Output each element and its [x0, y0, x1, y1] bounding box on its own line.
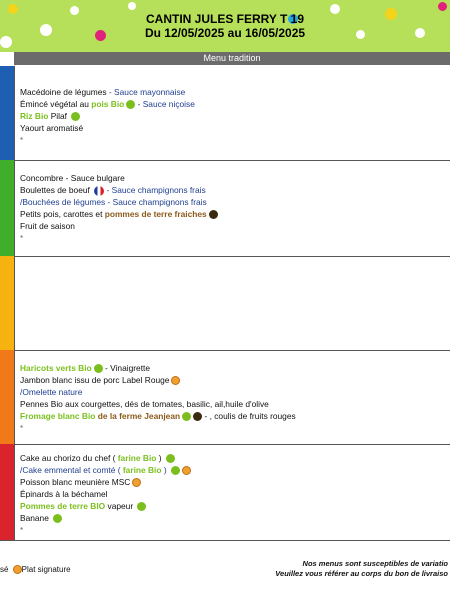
menu-item — [20, 232, 218, 245]
menu-item — [20, 172, 218, 184]
date-range: Du 12/05/2025 au 16/05/2025 — [144, 26, 306, 40]
menu-item — [20, 208, 218, 220]
menu-item — [20, 184, 218, 196]
menu-item-text: farine Bio — [122, 465, 162, 475]
day-block — [0, 160, 450, 257]
menu-item-text: ) — [161, 465, 169, 475]
bio-icon — [53, 514, 62, 523]
day-block — [0, 256, 450, 351]
menu-item-text: /Omelette nature — [20, 387, 83, 397]
legend — [0, 565, 71, 574]
menu-item-text: Haricots verts Bio — [20, 363, 92, 373]
day-color-stripe — [0, 256, 14, 350]
menu-item-text: * — [20, 424, 24, 433]
day-color-stripe — [0, 66, 14, 160]
day-color-stripe — [0, 160, 14, 256]
menu-items — [20, 172, 218, 245]
menu-item — [20, 512, 191, 524]
menu-item-text: /Cake emmental et comté ( — [20, 465, 123, 475]
legend-prefix: sé — [0, 565, 11, 574]
bio-icon — [126, 100, 135, 109]
menu-item — [20, 524, 191, 537]
bio-icon — [94, 364, 103, 373]
legend-signature-label: Plat signature — [21, 565, 71, 574]
menu-item — [20, 488, 191, 500]
menu-item — [20, 464, 191, 476]
menu-items — [20, 86, 195, 147]
menu-items — [20, 452, 191, 537]
menu-item-text: Pilaf — [48, 111, 70, 121]
header-banner — [0, 0, 450, 52]
day-box — [14, 256, 450, 350]
menu-item-text: Macédoine de légumes — [20, 87, 107, 97]
day-block — [0, 350, 450, 445]
menu-item-text: Yaourt aromatisé — [20, 123, 84, 133]
menu-item-text: Émincé végétal au — [20, 99, 92, 109]
page-title: CANTIN JULES FERRY T 19 — [145, 12, 305, 26]
french-flag-icon — [94, 186, 104, 196]
menu-item-text: pommes de terre fraiches — [104, 209, 207, 219]
menu-item-text: * — [20, 526, 24, 535]
bio-icon — [137, 502, 146, 511]
menu-item-text: Concombre - Sauce bulgare — [20, 173, 125, 183]
signature-icon — [171, 376, 180, 385]
decor-dot — [438, 2, 447, 11]
menu-item-text: /Bouchées de légumes — [20, 197, 106, 207]
local-icon — [209, 210, 218, 219]
menu-item-text: - Sauce mayonnaise — [106, 87, 186, 97]
menu-item — [20, 410, 296, 422]
bio-icon — [71, 112, 80, 121]
menu-item-text: farine Bio — [117, 453, 157, 463]
menu-item-text: Épinards à la béchamel — [20, 489, 108, 499]
bio-icon — [171, 466, 180, 475]
menu-item-text: Pennes Bio aux courgettes, dés de tomates, basilic, ail,huile d'olive — [20, 399, 269, 409]
day-color-stripe — [0, 350, 14, 444]
menu-item-text: de la ferme Jeanjean — [95, 411, 181, 421]
menu-item — [20, 362, 296, 374]
signature-icon — [132, 478, 141, 487]
menu-item — [20, 220, 218, 232]
menu-item-text: Pommes de terre BIO — [20, 501, 106, 511]
menu-item-text: Poisson blanc meunière MSC — [20, 477, 131, 487]
menu-item-text: - Vinaigrette — [102, 363, 151, 373]
menu-item-text: - Sauce champignons frais — [105, 197, 207, 207]
menu-item-text: - Sauce champignons frais — [104, 185, 206, 195]
menu-item — [20, 452, 191, 464]
signature-icon — [13, 565, 22, 574]
local-icon — [193, 412, 202, 421]
signature-icon — [182, 466, 191, 475]
menu-item-text: Boulettes de boeuf — [20, 185, 93, 195]
menu-items — [20, 362, 296, 435]
menu-item — [20, 476, 191, 488]
menu-item — [20, 422, 296, 435]
menu-item — [20, 196, 218, 208]
menu-item — [20, 500, 191, 512]
menu-item-text: - Sauce niçoise — [135, 99, 195, 109]
menu-item — [20, 374, 296, 386]
menu-item-text: vapeur — [105, 501, 136, 511]
menu-item-text: Jambon blanc issu de porc Label Rouge — [20, 375, 170, 385]
disclaimer-line: Nos menus sont susceptibles de variatio — [302, 559, 448, 568]
menu-item-text: ) — [156, 453, 164, 463]
menu-item-text: pois Bio — [91, 99, 125, 109]
menu-item — [20, 122, 195, 134]
menu-item-text: * — [20, 234, 24, 243]
day-block — [0, 444, 450, 541]
menu-item-text: Riz Bio — [20, 111, 49, 121]
decor-dot — [128, 2, 136, 10]
menu-item — [20, 98, 195, 110]
menu-item-text: Fromage blanc Bio — [20, 411, 96, 421]
menu-item — [20, 86, 195, 98]
menu-item — [20, 386, 296, 398]
menu-item — [20, 110, 195, 122]
disclaimer-line: Veuillez vous référer au corps du bon de livraiso — [275, 569, 448, 578]
menu-item-text: Cake au chorizo du chef ( — [20, 453, 118, 463]
menu-item-text: Petits pois, carottes et — [20, 209, 105, 219]
bio-icon — [182, 412, 191, 421]
menu-item-text: Fruit de saison — [20, 221, 75, 231]
menu-item — [20, 398, 296, 410]
menu-item-text: - , coulis de fruits rouges — [202, 411, 296, 421]
menu-type-label: Menu tradition — [14, 52, 450, 65]
day-block — [0, 66, 450, 161]
disclaimer — [275, 559, 448, 579]
menu-item — [20, 134, 195, 147]
bio-icon — [166, 454, 175, 463]
day-color-stripe — [0, 444, 14, 540]
menu-item-text: * — [20, 136, 24, 145]
menu-item-text: Banane — [20, 513, 52, 523]
